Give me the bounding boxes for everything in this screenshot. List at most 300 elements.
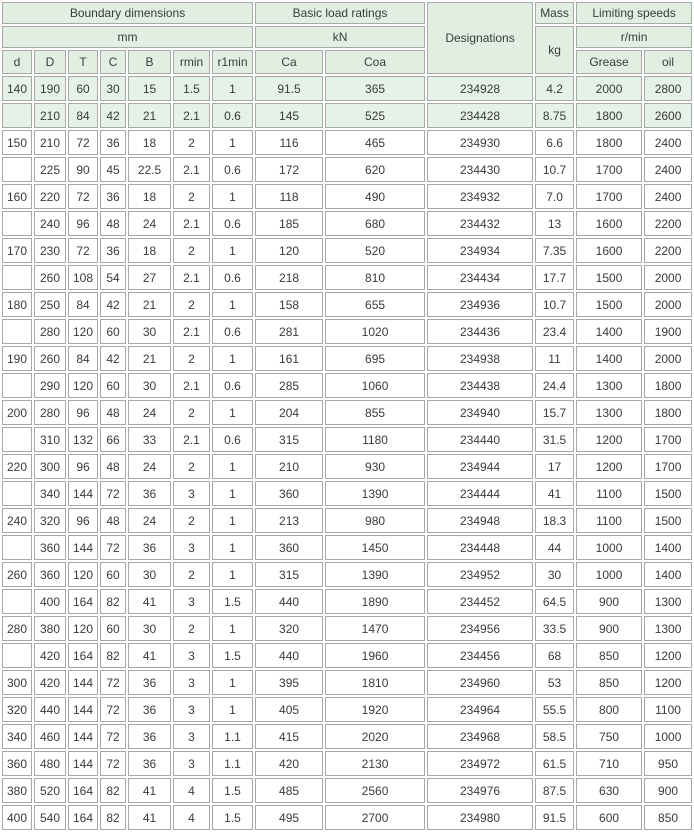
cell-Grease: 1800 — [576, 103, 642, 128]
cell-D: 300 — [34, 454, 66, 479]
cell-d — [2, 373, 32, 398]
cell-Coa: 525 — [325, 103, 425, 128]
cell-r1min: 1 — [212, 535, 253, 560]
cell-r1min: 0.6 — [212, 373, 253, 398]
cell-T: 164 — [68, 589, 98, 614]
cell-oil: 1500 — [644, 481, 692, 506]
cell-Ca: 360 — [255, 535, 323, 560]
cell-Ca: 440 — [255, 589, 323, 614]
cell-Ca: 118 — [255, 184, 323, 209]
cell-Designations: 234952 — [427, 562, 533, 587]
cell-oil: 2000 — [644, 265, 692, 290]
cell-oil: 1700 — [644, 454, 692, 479]
cell-Mass_kg: 18.3 — [535, 508, 574, 533]
header-col-B: B — [128, 50, 171, 74]
cell-T: 96 — [68, 400, 98, 425]
cell-B: 27 — [128, 265, 171, 290]
cell-r1min: 1.5 — [212, 805, 253, 830]
cell-rmin: 2 — [173, 130, 210, 155]
cell-C: 42 — [100, 103, 126, 128]
cell-Grease: 1400 — [576, 346, 642, 371]
cell-C: 48 — [100, 508, 126, 533]
cell-r1min: 1 — [212, 670, 253, 695]
cell-r1min: 1 — [212, 481, 253, 506]
cell-T: 72 — [68, 238, 98, 263]
cell-T: 108 — [68, 265, 98, 290]
cell-Ca: 116 — [255, 130, 323, 155]
cell-Coa: 810 — [325, 265, 425, 290]
cell-d: 340 — [2, 724, 32, 749]
cell-Mass_kg: 10.7 — [535, 157, 574, 182]
cell-d: 220 — [2, 454, 32, 479]
header-col-D: D — [34, 50, 66, 74]
table-row — [2, 427, 692, 452]
cell-Ca: 320 — [255, 616, 323, 641]
cell-B: 21 — [128, 346, 171, 371]
cell-Coa: 980 — [325, 508, 425, 533]
cell-T: 120 — [68, 616, 98, 641]
cell-Mass_kg: 91.5 — [535, 805, 574, 830]
header-col-d: d — [2, 50, 32, 74]
cell-Coa: 2700 — [325, 805, 425, 830]
cell-Coa: 1960 — [325, 643, 425, 668]
cell-Designations: 234928 — [427, 76, 533, 101]
cell-Designations: 234938 — [427, 346, 533, 371]
cell-Grease: 1500 — [576, 265, 642, 290]
cell-Designations: 234980 — [427, 805, 533, 830]
cell-rmin: 3 — [173, 589, 210, 614]
table-row — [2, 130, 692, 155]
cell-Grease: 1200 — [576, 454, 642, 479]
cell-T: 120 — [68, 373, 98, 398]
cell-Grease: 1000 — [576, 535, 642, 560]
cell-Designations: 234972 — [427, 751, 533, 776]
cell-C: 72 — [100, 724, 126, 749]
cell-d — [2, 427, 32, 452]
cell-rmin: 4 — [173, 778, 210, 803]
cell-B: 33 — [128, 427, 171, 452]
cell-Ca: 281 — [255, 319, 323, 344]
header-col-oil: oil — [644, 50, 692, 74]
cell-oil: 1500 — [644, 508, 692, 533]
cell-D: 190 — [34, 76, 66, 101]
cell-B: 21 — [128, 103, 171, 128]
cell-D: 280 — [34, 319, 66, 344]
table-row — [2, 562, 692, 587]
cell-Ca: 158 — [255, 292, 323, 317]
cell-D: 420 — [34, 670, 66, 695]
table-row — [2, 670, 692, 695]
cell-Mass_kg: 58.5 — [535, 724, 574, 749]
cell-rmin: 3 — [173, 481, 210, 506]
cell-Designations: 234430 — [427, 157, 533, 182]
cell-C: 60 — [100, 319, 126, 344]
cell-d — [2, 481, 32, 506]
cell-r1min: 1 — [212, 562, 253, 587]
cell-oil: 950 — [644, 751, 692, 776]
cell-D: 225 — [34, 157, 66, 182]
cell-d: 360 — [2, 751, 32, 776]
cell-Designations: 234436 — [427, 319, 533, 344]
cell-Ca: 218 — [255, 265, 323, 290]
cell-D: 210 — [34, 130, 66, 155]
cell-Mass_kg: 61.5 — [535, 751, 574, 776]
cell-Mass_kg: 68 — [535, 643, 574, 668]
cell-B: 24 — [128, 454, 171, 479]
cell-D: 210 — [34, 103, 66, 128]
cell-Mass_kg: 17 — [535, 454, 574, 479]
cell-Mass_kg: 10.7 — [535, 292, 574, 317]
cell-Mass_kg: 53 — [535, 670, 574, 695]
cell-Coa: 465 — [325, 130, 425, 155]
cell-Grease: 1500 — [576, 292, 642, 317]
cell-rmin: 2.1 — [173, 319, 210, 344]
cell-C: 36 — [100, 184, 126, 209]
cell-oil: 1300 — [644, 589, 692, 614]
cell-Mass_kg: 7.35 — [535, 238, 574, 263]
cell-Coa: 1180 — [325, 427, 425, 452]
cell-Coa: 855 — [325, 400, 425, 425]
cell-Designations: 234940 — [427, 400, 533, 425]
cell-Ca: 395 — [255, 670, 323, 695]
cell-Mass_kg: 55.5 — [535, 697, 574, 722]
cell-Ca: 172 — [255, 157, 323, 182]
cell-C: 72 — [100, 481, 126, 506]
cell-Coa: 620 — [325, 157, 425, 182]
cell-Grease: 850 — [576, 670, 642, 695]
table-row — [2, 103, 692, 128]
table-row — [2, 76, 692, 101]
cell-Coa: 490 — [325, 184, 425, 209]
cell-T: 132 — [68, 427, 98, 452]
cell-r1min: 1 — [212, 184, 253, 209]
cell-Mass_kg: 64.5 — [535, 589, 574, 614]
cell-Ca: 415 — [255, 724, 323, 749]
cell-Mass_kg: 11 — [535, 346, 574, 371]
cell-T: 96 — [68, 508, 98, 533]
cell-Coa: 1060 — [325, 373, 425, 398]
cell-Grease: 1600 — [576, 238, 642, 263]
cell-rmin: 3 — [173, 535, 210, 560]
cell-Mass_kg: 17.7 — [535, 265, 574, 290]
cell-B: 24 — [128, 508, 171, 533]
cell-B: 36 — [128, 481, 171, 506]
cell-C: 42 — [100, 346, 126, 371]
cell-D: 230 — [34, 238, 66, 263]
cell-B: 36 — [128, 697, 171, 722]
cell-C: 48 — [100, 400, 126, 425]
table-row — [2, 265, 692, 290]
cell-B: 15 — [128, 76, 171, 101]
cell-D: 260 — [34, 346, 66, 371]
cell-Mass_kg: 87.5 — [535, 778, 574, 803]
cell-Grease: 1800 — [576, 130, 642, 155]
cell-T: 164 — [68, 778, 98, 803]
cell-B: 21 — [128, 292, 171, 317]
table-row — [2, 157, 692, 182]
header-unit-mm: mm — [2, 26, 253, 48]
cell-Coa: 1450 — [325, 535, 425, 560]
cell-B: 24 — [128, 211, 171, 236]
cell-D: 460 — [34, 724, 66, 749]
cell-d: 190 — [2, 346, 32, 371]
cell-Coa: 520 — [325, 238, 425, 263]
cell-rmin: 1.5 — [173, 76, 210, 101]
cell-C: 36 — [100, 238, 126, 263]
table-row — [2, 319, 692, 344]
cell-Mass_kg: 6.6 — [535, 130, 574, 155]
cell-Grease: 900 — [576, 589, 642, 614]
cell-Coa: 1470 — [325, 616, 425, 641]
cell-r1min: 1 — [212, 697, 253, 722]
cell-oil: 1800 — [644, 373, 692, 398]
cell-D: 250 — [34, 292, 66, 317]
header-col-r1min: r1min — [212, 50, 253, 74]
cell-r1min: 0.6 — [212, 103, 253, 128]
cell-T: 96 — [68, 211, 98, 236]
cell-T: 144 — [68, 724, 98, 749]
cell-D: 340 — [34, 481, 66, 506]
cell-Coa: 365 — [325, 76, 425, 101]
cell-Ca: 285 — [255, 373, 323, 398]
cell-oil: 1000 — [644, 724, 692, 749]
cell-d: 160 — [2, 184, 32, 209]
cell-r1min: 1 — [212, 616, 253, 641]
cell-Mass_kg: 24.4 — [535, 373, 574, 398]
cell-oil: 2000 — [644, 346, 692, 371]
cell-r1min: 1.5 — [212, 589, 253, 614]
cell-rmin: 2 — [173, 400, 210, 425]
cell-Grease: 1300 — [576, 373, 642, 398]
table-row — [2, 400, 692, 425]
cell-d: 300 — [2, 670, 32, 695]
cell-rmin: 2 — [173, 346, 210, 371]
cell-Coa: 695 — [325, 346, 425, 371]
cell-C: 72 — [100, 751, 126, 776]
cell-B: 41 — [128, 778, 171, 803]
cell-C: 82 — [100, 589, 126, 614]
cell-Coa: 1890 — [325, 589, 425, 614]
cell-Designations: 234932 — [427, 184, 533, 209]
cell-Mass_kg: 4.2 — [535, 76, 574, 101]
cell-Mass_kg: 8.75 — [535, 103, 574, 128]
cell-Mass_kg: 30 — [535, 562, 574, 587]
cell-B: 41 — [128, 805, 171, 830]
cell-Ca: 204 — [255, 400, 323, 425]
header-limiting-speeds: Limiting speeds — [576, 2, 692, 24]
cell-rmin: 2.1 — [173, 157, 210, 182]
cell-rmin: 2 — [173, 508, 210, 533]
table-row — [2, 616, 692, 641]
cell-Designations: 234444 — [427, 481, 533, 506]
cell-r1min: 1.1 — [212, 724, 253, 749]
cell-C: 48 — [100, 454, 126, 479]
cell-B: 36 — [128, 670, 171, 695]
cell-T: 72 — [68, 130, 98, 155]
cell-oil: 2200 — [644, 211, 692, 236]
cell-Grease: 750 — [576, 724, 642, 749]
cell-Ca: 315 — [255, 427, 323, 452]
cell-oil: 1200 — [644, 643, 692, 668]
cell-d — [2, 211, 32, 236]
cell-d — [2, 319, 32, 344]
cell-Designations: 234944 — [427, 454, 533, 479]
table-row — [2, 211, 692, 236]
table-row — [2, 508, 692, 533]
table-row — [2, 373, 692, 398]
cell-Coa: 2020 — [325, 724, 425, 749]
cell-r1min: 1 — [212, 400, 253, 425]
cell-T: 144 — [68, 670, 98, 695]
cell-Coa: 2560 — [325, 778, 425, 803]
cell-r1min: 0.6 — [212, 319, 253, 344]
cell-d: 140 — [2, 76, 32, 101]
cell-oil: 1100 — [644, 697, 692, 722]
cell-Coa: 1920 — [325, 697, 425, 722]
table-row — [2, 589, 692, 614]
cell-oil: 2600 — [644, 103, 692, 128]
cell-d: 380 — [2, 778, 32, 803]
cell-d: 400 — [2, 805, 32, 830]
cell-Ca: 210 — [255, 454, 323, 479]
cell-Grease: 1300 — [576, 400, 642, 425]
cell-oil: 1200 — [644, 670, 692, 695]
cell-oil: 1300 — [644, 616, 692, 641]
cell-oil: 1400 — [644, 562, 692, 587]
table-header — [2, 2, 692, 74]
cell-rmin: 4 — [173, 805, 210, 830]
cell-C: 54 — [100, 265, 126, 290]
cell-C: 66 — [100, 427, 126, 452]
table-body — [2, 76, 692, 830]
table-row — [2, 238, 692, 263]
cell-d — [2, 265, 32, 290]
cell-Mass_kg: 33.5 — [535, 616, 574, 641]
header-col-Coa: Coa — [325, 50, 425, 74]
cell-d: 280 — [2, 616, 32, 641]
cell-Grease: 1000 — [576, 562, 642, 587]
cell-r1min: 1 — [212, 76, 253, 101]
cell-D: 540 — [34, 805, 66, 830]
header-col-C: C — [100, 50, 126, 74]
cell-Grease: 850 — [576, 643, 642, 668]
cell-Grease: 1700 — [576, 157, 642, 182]
cell-oil: 2200 — [644, 238, 692, 263]
table-row — [2, 292, 692, 317]
header-unit-kn: kN — [255, 26, 425, 48]
header-unit-rmin: r/min — [576, 26, 692, 48]
cell-rmin: 2 — [173, 238, 210, 263]
cell-Ca: 213 — [255, 508, 323, 533]
header-col-grease: Grease — [576, 50, 642, 74]
cell-rmin: 2.1 — [173, 265, 210, 290]
cell-r1min: 0.6 — [212, 211, 253, 236]
cell-r1min: 0.6 — [212, 157, 253, 182]
cell-r1min: 1 — [212, 346, 253, 371]
table-row — [2, 454, 692, 479]
cell-Ca: 185 — [255, 211, 323, 236]
table-row — [2, 778, 692, 803]
table-row — [2, 184, 692, 209]
table-row — [2, 697, 692, 722]
cell-Coa: 1810 — [325, 670, 425, 695]
cell-D: 440 — [34, 697, 66, 722]
cell-Grease: 1700 — [576, 184, 642, 209]
cell-Mass_kg: 23.4 — [535, 319, 574, 344]
cell-d — [2, 589, 32, 614]
table-row — [2, 535, 692, 560]
cell-Grease: 900 — [576, 616, 642, 641]
cell-D: 400 — [34, 589, 66, 614]
table-row — [2, 724, 692, 749]
cell-oil: 1900 — [644, 319, 692, 344]
cell-oil: 2000 — [644, 292, 692, 317]
cell-r1min: 1.5 — [212, 778, 253, 803]
cell-Grease: 2000 — [576, 76, 642, 101]
cell-d: 260 — [2, 562, 32, 587]
cell-Ca: 145 — [255, 103, 323, 128]
cell-B: 22.5 — [128, 157, 171, 182]
cell-Designations: 234956 — [427, 616, 533, 641]
cell-r1min: 0.6 — [212, 265, 253, 290]
header-col-Ca: Ca — [255, 50, 323, 74]
cell-C: 48 — [100, 211, 126, 236]
cell-rmin: 3 — [173, 697, 210, 722]
cell-d: 200 — [2, 400, 32, 425]
cell-B: 30 — [128, 616, 171, 641]
cell-oil: 1800 — [644, 400, 692, 425]
cell-C: 60 — [100, 616, 126, 641]
cell-B: 18 — [128, 238, 171, 263]
cell-oil: 2800 — [644, 76, 692, 101]
cell-r1min: 0.6 — [212, 427, 253, 452]
cell-T: 164 — [68, 643, 98, 668]
cell-C: 72 — [100, 670, 126, 695]
cell-Grease: 800 — [576, 697, 642, 722]
cell-d — [2, 643, 32, 668]
cell-oil: 2400 — [644, 184, 692, 209]
cell-rmin: 2 — [173, 562, 210, 587]
cell-Grease: 710 — [576, 751, 642, 776]
cell-rmin: 3 — [173, 751, 210, 776]
cell-C: 60 — [100, 373, 126, 398]
cell-Designations: 234428 — [427, 103, 533, 128]
cell-rmin: 2 — [173, 184, 210, 209]
cell-Designations: 234968 — [427, 724, 533, 749]
cell-d: 320 — [2, 697, 32, 722]
cell-r1min: 1 — [212, 454, 253, 479]
cell-d — [2, 103, 32, 128]
cell-Mass_kg: 31.5 — [535, 427, 574, 452]
table-row — [2, 643, 692, 668]
cell-Mass_kg: 41 — [535, 481, 574, 506]
cell-rmin: 2 — [173, 616, 210, 641]
header-col-T: T — [68, 50, 98, 74]
cell-oil: 2400 — [644, 157, 692, 182]
cell-C: 60 — [100, 562, 126, 587]
cell-D: 220 — [34, 184, 66, 209]
cell-Coa: 930 — [325, 454, 425, 479]
cell-Ca: 91.5 — [255, 76, 323, 101]
cell-Grease: 630 — [576, 778, 642, 803]
cell-Ca: 161 — [255, 346, 323, 371]
cell-Ca: 120 — [255, 238, 323, 263]
cell-T: 96 — [68, 454, 98, 479]
cell-rmin: 2.1 — [173, 211, 210, 236]
cell-D: 360 — [34, 535, 66, 560]
cell-rmin: 3 — [173, 643, 210, 668]
cell-rmin: 3 — [173, 724, 210, 749]
